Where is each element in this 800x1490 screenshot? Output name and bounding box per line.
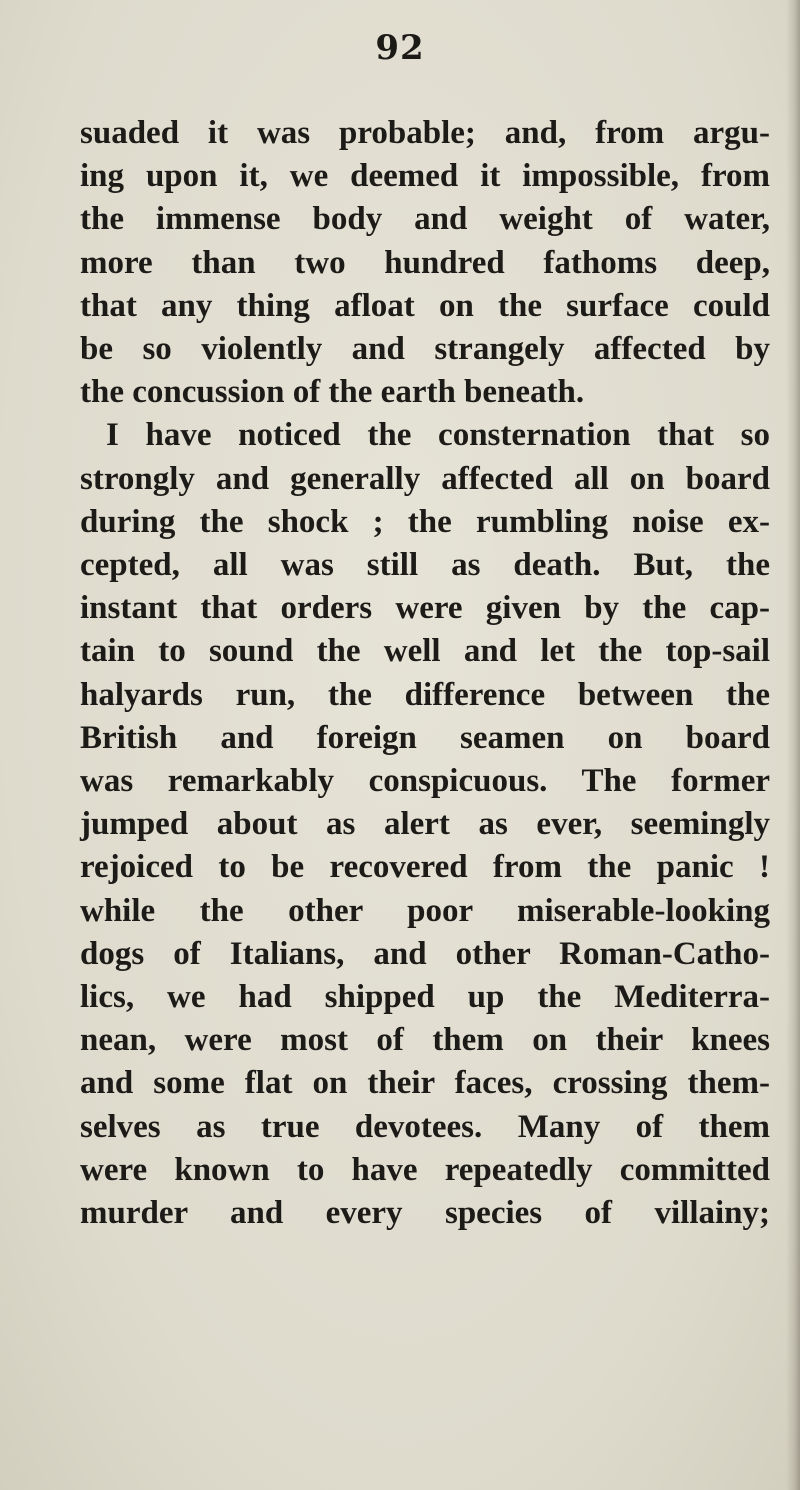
text-line: while the other poor miserable-looking <box>80 892 770 929</box>
text-line: tain to sound the well and let the top-sail <box>80 633 770 670</box>
text-line: strongly and generally affected all on board <box>80 460 770 497</box>
text-line: more than two hundred fathoms deep, <box>80 244 770 281</box>
text-line: British and foreign seamen on board <box>80 719 770 756</box>
text-line: lics, we had shipped up the Mediterra- <box>80 979 770 1016</box>
page-edge-shadow <box>786 0 800 1490</box>
text-line: rejoiced to be recovered from the panic ! <box>80 849 770 886</box>
text-line: cepted, all was still as death. But, the <box>80 547 770 584</box>
page-number: 92 <box>375 28 425 68</box>
text-line: be so violently and strangely affected by <box>80 331 770 368</box>
text-line: selves as true devotees. Many of them <box>80 1108 770 1145</box>
text-line: murder and every species of villainy; <box>80 1195 770 1232</box>
text-line: and some flat on their faces, crossing them- <box>80 1065 770 1102</box>
text-line: nean, were most of them on their knees <box>80 1022 770 1059</box>
text-line: the immense body and weight of water, <box>80 201 770 238</box>
text-line: suaded it was probable; and, from argu- <box>80 115 770 151</box>
text-line: that any thing afloat on the surface could <box>80 287 770 324</box>
text-line: was remarkably conspicuous. The former <box>80 763 770 800</box>
text-line: were known to have repeatedly committed <box>80 1151 770 1188</box>
text-line: I have noticed the consternation that so <box>106 417 770 454</box>
text-line: jumped about as alert as ever, seemingly <box>80 806 770 843</box>
text-line: the concussion of the earth beneath. <box>80 374 585 411</box>
text-line: during the shock ; the rumbling noise ex- <box>80 503 770 540</box>
text-line: halyards run, the difference between the <box>80 676 770 713</box>
body-text <box>80 112 770 1235</box>
text-line: dogs of Italians, and other Roman-Catho- <box>80 935 770 972</box>
text-line: instant that orders were given by the cap- <box>80 590 770 627</box>
text-line: ing upon it, we deemed it impossible, from <box>80 158 770 195</box>
